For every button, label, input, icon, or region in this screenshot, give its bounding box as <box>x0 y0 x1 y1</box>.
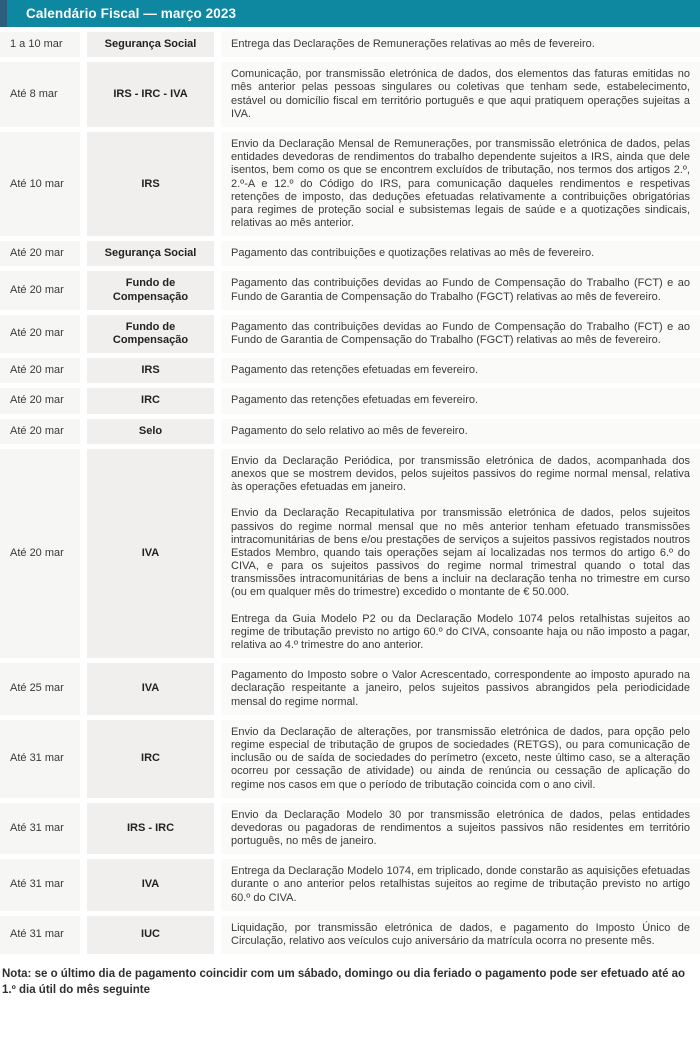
description-cell <box>221 32 700 57</box>
category-cell: Segurança Social <box>87 32 214 57</box>
category-cell: IRS <box>87 358 214 383</box>
description-paragraph: Envio da Declaração Mensal de Remunerações, por transmissão eletrónica de dados, pelas entidades devedoras de rendimentos do trabalho dependente sujeitos a IRS, ainda que dele isentos, bem como os que se encontrem excluídos de tributação, nos termos dos artigos 2.º, 2.º-A e 12.º do Código do IRS, para comunicação daqueles rendimentos e respetivas retenções de imposto, das deduções efetuadas relativamente a contribuições obrigatórias para regimes de proteção social e subsistemas legais de saúde e a quotizações sindicais, relativas ao mês anterior. <box>231 137 690 230</box>
date-cell: Até 20 mar <box>0 419 80 444</box>
date-cell: Até 8 mar <box>0 62 80 127</box>
date-cell: Até 31 mar <box>0 720 80 798</box>
table-row <box>0 271 700 309</box>
date-cell: Até 31 mar <box>0 859 80 911</box>
description-paragraph: Pagamento das retenções efetuadas em fevereiro. <box>231 364 479 377</box>
table-row <box>0 449 700 658</box>
description-cell <box>221 859 700 911</box>
description-paragraph: Entrega da Declaração Modelo 1074, em triplicado, donde constarão as aquisições efetuadas durante o ano anterior pelos retalhistas sujeitos ao regime de tributação previsto no artigo 60.º do CIVA. <box>231 865 690 904</box>
fiscal-table <box>0 32 700 954</box>
date-cell: Até 25 mar <box>0 663 80 715</box>
table-row <box>0 859 700 911</box>
description-cell <box>221 449 700 658</box>
footnote-text: se o último dia de pagamento coincidir com um sábado, domingo ou dia feriado o pagamento pode ser efetuado até ao 1.º dia útil do mês seguinte <box>2 968 686 996</box>
description-cell <box>221 916 700 954</box>
date-cell: Até 20 mar <box>0 315 80 353</box>
description-cell <box>221 271 700 309</box>
table-row <box>0 803 700 855</box>
table-row <box>0 419 700 444</box>
description-paragraph: Envio da Declaração de alterações, por transmissão eletrónica de dados, para opção pelo regime especial de tributação de grupos de sociedades (RETGS), ou para comunicação de inclusão ou de saída de sociedades do perímetro (exceto, neste último caso, se a alteração ocorreu por cessação de atividade) ou ainda de renúncia ou cessação de aplicação do regime nos casos em que o período de tributação coincida com o ano civil. <box>231 725 690 791</box>
date-cell: Até 20 mar <box>0 358 80 383</box>
description-cell <box>221 62 700 127</box>
description-cell <box>221 663 700 715</box>
category-cell: Fundo de Compensação <box>87 315 214 353</box>
description-paragraph: Pagamento das contribuições devidas ao Fundo de Compensação do Trabalho (FCT) e ao Fundo de Garantia de Compensação do Trabalho (FGCT) relativas ao mês de fevereiro. <box>231 320 690 346</box>
category-cell: Fundo de Compensação <box>87 271 214 309</box>
table-row <box>0 315 700 353</box>
category-cell: IVA <box>87 859 214 911</box>
table-row <box>0 132 700 236</box>
date-cell: 1 a 10 mar <box>0 32 80 57</box>
date-cell: Até 20 mar <box>0 449 80 658</box>
description-paragraph: Envio da Declaração Modelo 30 por transmissão eletrónica de dados, pelas entidades devedoras ou pagadoras de rendimentos a sujeitos passivos não residentes em território português, no mês de janeiro. <box>231 808 690 848</box>
description-cell <box>221 419 700 444</box>
description-paragraph: Envio da Declaração Recapitulativa por transmissão eletrónica de dados, pelos sujeitos passivos do regime normal mensal que no mês anterior tenham efetuado transmissões intracomunitárias de bens e/ou prestações de serviços a sujeitos passivos registados noutros Estados Membro, quando tais operações sejam aí localizadas nos termos do artigo 6.º do CIVA, e para os sujeitos passivos do regime normal trimestral quando o total das transmissões intracomunitárias de bens a incluir na declaração tenha no trimestre em curso (ou em qualquer mês do trimestre) excedido o montante de € 50.000. <box>231 507 690 599</box>
footnote-label: Nota: <box>2 968 32 981</box>
description-cell <box>221 388 700 413</box>
description-paragraph: Pagamento das contribuições e quotizações relativas ao mês de fevereiro. <box>231 247 595 260</box>
category-cell: IRS - IRC - IVA <box>87 62 214 127</box>
description-paragraph: Comunicação, por transmissão eletrónica de dados, dos elementos das faturas emitidas no mês anterior pelas pessoas singulares ou coletivas que tenham sede, estabelecimento, estável ou domicílio fiscal em território português e que aqui pratiquem operações sujeitas a IVA. <box>231 68 690 120</box>
category-cell: IVA <box>87 449 214 658</box>
table-row <box>0 32 700 57</box>
description-cell <box>221 358 700 383</box>
category-cell: IRC <box>87 388 214 413</box>
table-row <box>0 720 700 798</box>
header-accent-bar <box>0 0 7 27</box>
description-paragraph: Pagamento do Imposto sobre o Valor Acrescentado, correspondente ao imposto apurado na declaração respeitante a janeiro, pelos sujeitos passivos abrangidos pela periodicidade mensal do regime normal. <box>231 669 690 708</box>
category-cell: Segurança Social <box>87 241 214 266</box>
description-paragraph: Entrega da Guia Modelo P2 ou da Declaração Modelo 1074 pelos retalhistas sujeitos ao regime de tributação previsto no artigo 60.º do CIVA, consoante haja ou não imposto a pagar, relativa ao 4.º trimestre do ano anterior. <box>231 612 690 651</box>
description-paragraph: Pagamento do selo relativo ao mês de fevereiro. <box>231 424 468 437</box>
table-row <box>0 241 700 266</box>
description-paragraph: Envio da Declaração Periódica, por transmissão eletrónica de dados, acompanhada dos anexos que se mostrem devidos, pelos sujeitos passivos do regime normal mensal, relativa às operações efetuadas em janeiro. <box>231 454 690 494</box>
header-bar <box>0 0 700 27</box>
date-cell: Até 20 mar <box>0 241 80 266</box>
description-cell <box>221 315 700 353</box>
description-paragraph: Pagamento das retenções efetuadas em fevereiro. <box>231 394 479 407</box>
category-cell: IRC <box>87 720 214 798</box>
description-paragraph: Entrega das Declarações de Remunerações relativas ao mês de fevereiro. <box>231 38 595 50</box>
description-cell <box>221 132 700 236</box>
table-row <box>0 62 700 127</box>
date-cell: Até 20 mar <box>0 271 80 309</box>
table-row <box>0 358 700 383</box>
page-title: Calendário Fiscal — março 2023 <box>26 6 237 21</box>
description-cell <box>221 241 700 266</box>
description-paragraph: Liquidação, por transmissão eletrónica de dados, e pagamento do Imposto Único de Circulação, relativo aos veículos cujo aniversário da matrícula ocorra no presente mês. <box>231 921 690 947</box>
date-cell: Até 31 mar <box>0 803 80 855</box>
category-cell: Selo <box>87 419 214 444</box>
table-row <box>0 663 700 715</box>
date-cell: Até 31 mar <box>0 916 80 954</box>
description-cell <box>221 803 700 855</box>
description-paragraph: Pagamento das contribuições devidas ao Fundo de Compensação do Trabalho (FCT) e ao Fundo de Garantia de Compensação do Trabalho (FGCT) relativas ao mês de fevereiro. <box>231 277 690 303</box>
category-cell: IRS - IRC <box>87 803 214 855</box>
table-row <box>0 388 700 413</box>
description-cell <box>221 720 700 798</box>
category-cell: IVA <box>87 663 214 715</box>
category-cell: IRS <box>87 132 214 236</box>
date-cell: Até 20 mar <box>0 388 80 413</box>
category-cell: IUC <box>87 916 214 954</box>
date-cell: Até 10 mar <box>0 132 80 236</box>
footnote <box>0 967 700 998</box>
table-row <box>0 916 700 954</box>
